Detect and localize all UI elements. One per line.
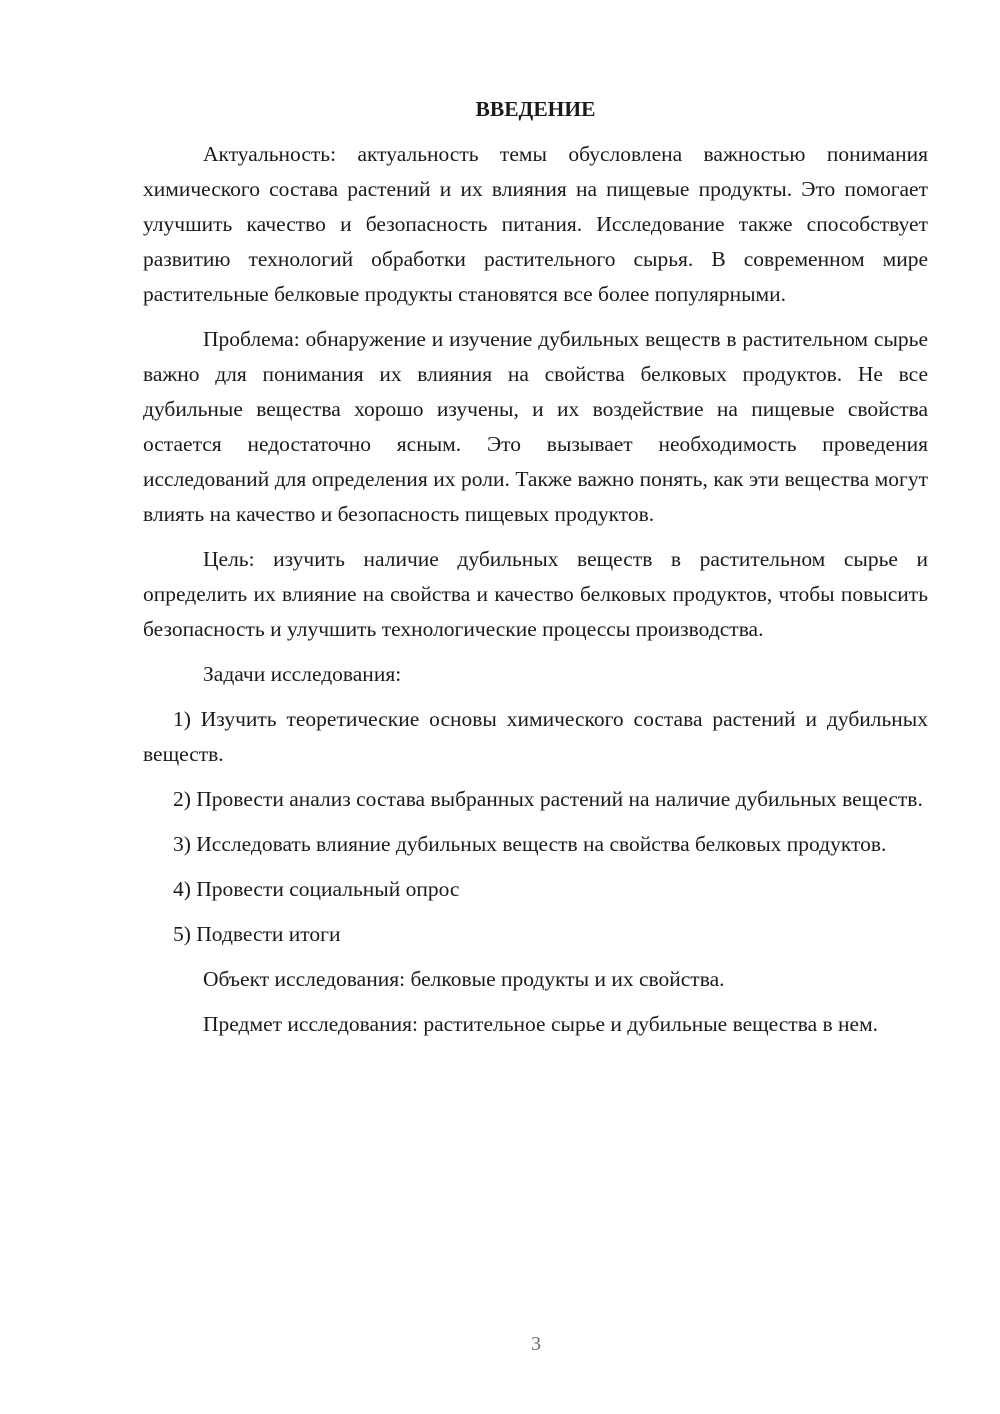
object-paragraph: Объект исследования: белковые продукты и их свойства. (203, 967, 725, 991)
task-item-5: 5) Подвести итоги (173, 922, 341, 946)
subject-paragraph: Предмет исследования: растительное сырье и дубильные вещества в нем. (203, 1012, 879, 1036)
task-item-1: 1) Изучить теоретические основы химического состава растений и дубильных веществ. (143, 707, 928, 766)
tasks-list (143, 702, 928, 952)
tasks-heading: Задачи исследования: (203, 662, 402, 686)
task-item-4: 4) Провести социальный опрос (173, 877, 460, 901)
task-item-3: 3) Исследовать влияние дубильных веществ на свойства белковых продуктов. (173, 832, 887, 856)
page-number: 3 (531, 1333, 541, 1355)
goal-paragraph: Цель: изучить наличие дубильных веществ в растительном сырье и определить их влияние на свойства и качество белковых продуктов, чтобы повысить безопасность и улучшить технологические процессы производства. (143, 547, 928, 641)
task-item-2: 2) Провести анализ состава выбранных растений на наличие дубильных веществ. (173, 787, 923, 811)
relevance-paragraph: Актуальность: актуальность темы обусловлена важностью понимания химического состава растений и их влияния на пищевые продукты. Это помогает улучшить качество и безопасность питания. Исследование также способствует развитию технологий обработки растительного сырья. В современном мире растительные белковые продукты становятся все более популярными. (143, 142, 928, 306)
page-body (143, 92, 928, 1042)
page-title: ВВЕДЕНИЕ (475, 97, 596, 121)
problem-paragraph: Проблема: обнаружение и изучение дубильных веществ в растительном сырье важно для понимания их влияния на свойства белковых продуктов. Не все дубильные вещества хорошо изучены, и их воздействие на пищевые свойства остается недостаточно ясным. Это вызывает необходимость проведения исследований для определения их роли. Также важно понять, как эти вещества могут влиять на качество и безопасность пищевых продуктов. (143, 327, 928, 526)
